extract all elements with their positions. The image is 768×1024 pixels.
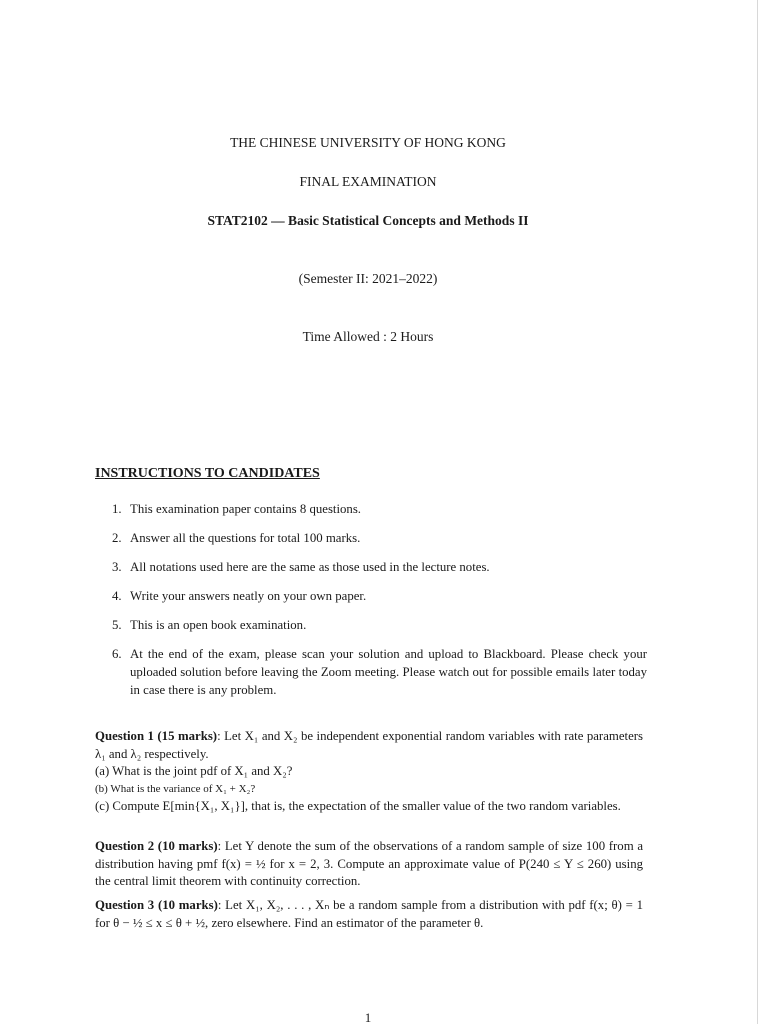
exam-title: FINAL EXAMINATION bbox=[299, 174, 437, 189]
time-allowed: Time Allowed : 2 Hours bbox=[302, 329, 434, 344]
instruction-item bbox=[112, 558, 647, 576]
instruction-item bbox=[112, 645, 647, 699]
instruction-item bbox=[112, 587, 647, 605]
question-1-intro bbox=[95, 728, 643, 763]
instruction-text: Answer all the questions for total 100 marks. bbox=[130, 531, 361, 545]
question-1-part-c: (c) Compute E[min{X₁, X₁}], that is, the expectation of the smaller value of the two random variables. bbox=[95, 799, 621, 813]
question-3 bbox=[95, 897, 643, 932]
question-1-part-b: (b) What is the variance of X₁ + X₂? bbox=[95, 782, 256, 795]
page-number: 1 bbox=[364, 1010, 372, 1024]
instruction-text: Write your answers neatly on your own paper. bbox=[130, 589, 367, 603]
semester: (Semester II: 2021–2022) bbox=[298, 271, 438, 286]
instruction-number: 1. bbox=[112, 502, 122, 516]
question-3-heading: Question 3 (10 marks) bbox=[95, 898, 218, 912]
instruction-text: At the end of the exam, please scan your solution and upload to Blackboard. Please check your uploaded solution before leaving the Zoom meeting. Please watch out for possible emails later today in case there is any problem. bbox=[130, 647, 647, 697]
instructions-heading: INSTRUCTIONS TO CANDIDATES bbox=[95, 466, 320, 481]
instruction-text: All notations used here are the same as those used in the lecture notes. bbox=[130, 560, 490, 574]
instruction-item bbox=[112, 616, 647, 634]
instruction-number: 2. bbox=[112, 531, 122, 545]
question-1-heading: Question 1 (15 marks) bbox=[95, 729, 218, 743]
instruction-number: 3. bbox=[112, 560, 122, 574]
instruction-text: This is an open book examination. bbox=[130, 618, 307, 632]
course-title: STAT2102 — Basic Statistical Concepts and Methods II bbox=[207, 213, 529, 228]
instruction-text: This examination paper contains 8 questions. bbox=[130, 502, 362, 516]
instruction-number: 4. bbox=[112, 589, 122, 603]
page-edge-divider bbox=[757, 0, 758, 1024]
question-1 bbox=[95, 728, 643, 816]
question-2-body: : Let Y denote the sum of the observations of a random sample of size 100 from a distribution having pmf f(x) = ½ for x = 2, 3. Compute an approximate value of P(240 ≤ Y ≤ 260) using the central limit theorem with continuity correction. bbox=[95, 839, 643, 888]
question-2-heading: Question 2 (10 marks) bbox=[95, 839, 218, 853]
question-1-body: : Let X₁ and X₂ be independent exponential random variables with rate parameters λ₁ and λ₂ respectively. bbox=[95, 729, 643, 761]
question-3-body: : Let X₁, X₂, . . . , Xₙ be a random sample from a distribution with pdf f(x; θ) = 1 for θ − ½ ≤ x ≤ θ + ½, zero elsewhere. Find an estimator of the parameter θ. bbox=[95, 898, 644, 930]
instruction-number: 6. bbox=[112, 647, 122, 661]
instruction-item bbox=[112, 529, 647, 547]
instruction-number: 5. bbox=[112, 618, 122, 632]
instruction-item bbox=[112, 500, 647, 518]
question-1-part-a: (a) What is the joint pdf of X₁ and X₂? bbox=[95, 764, 293, 778]
question-2 bbox=[95, 838, 643, 891]
university-name: THE CHINESE UNIVERSITY OF HONG KONG bbox=[230, 135, 506, 150]
